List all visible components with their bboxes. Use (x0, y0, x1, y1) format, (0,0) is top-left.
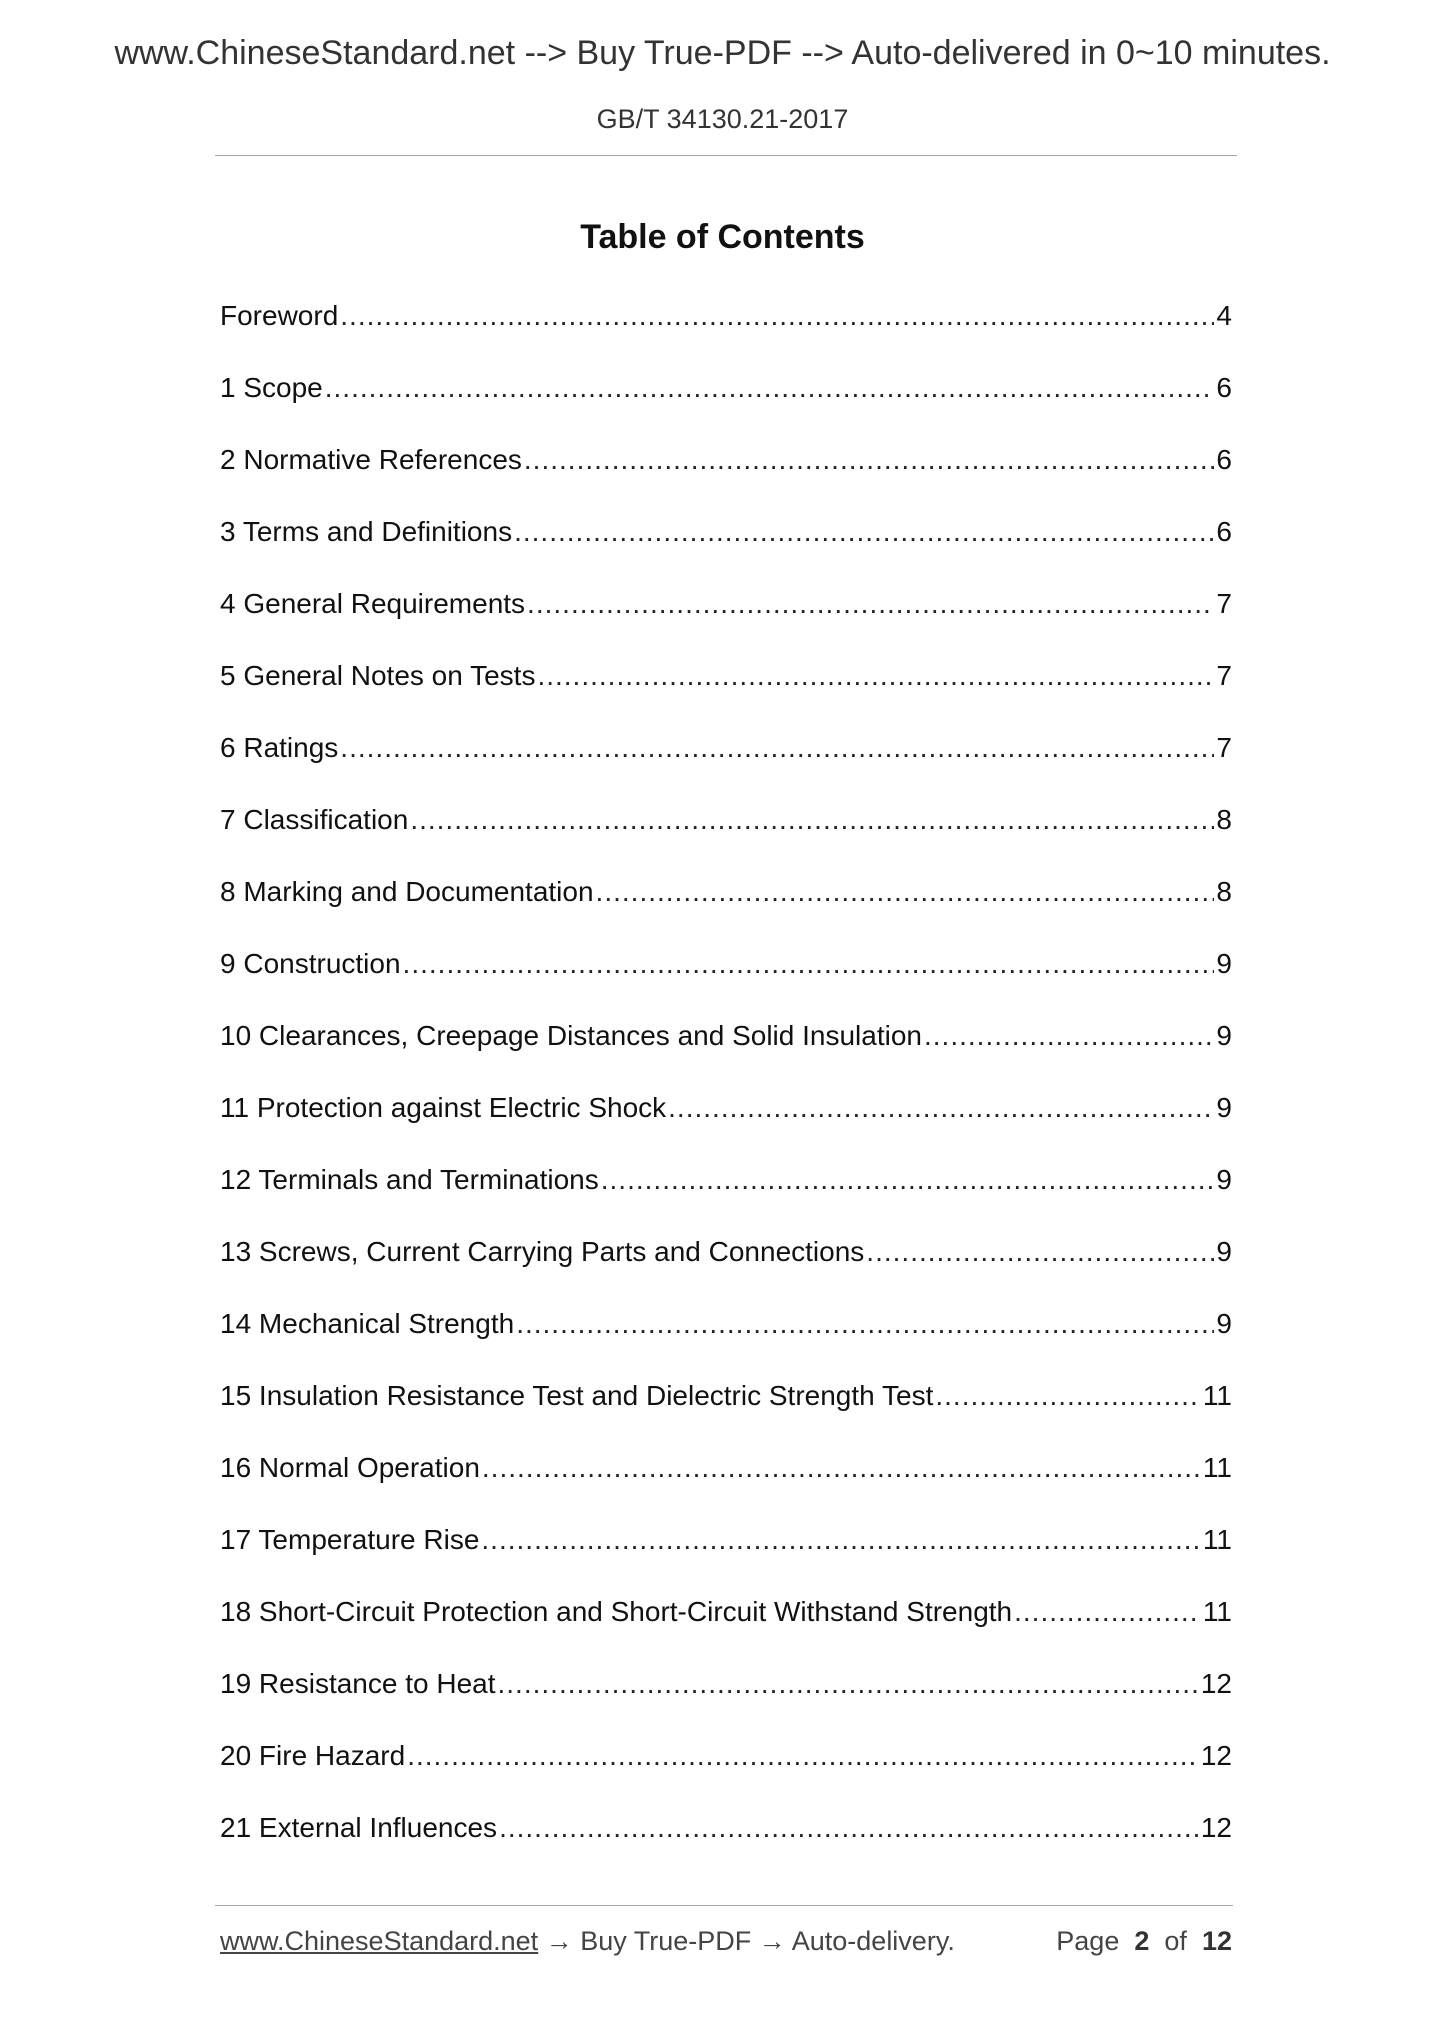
toc-entry-label: 20 Fire Hazard (220, 1740, 406, 1771)
current-page-number: 2 (1134, 1926, 1150, 1956)
toc-entry[interactable] (220, 588, 1232, 660)
toc-entry-label: 9 Construction (220, 948, 401, 979)
toc-entry-label: 3 Terms and Definitions (220, 516, 513, 547)
toc-entry-page: 9 (1216, 1164, 1232, 1195)
toc-entry[interactable] (220, 660, 1232, 732)
toc-entry-page: 9 (1216, 1236, 1232, 1267)
toc-entry-label: Foreword (220, 300, 339, 331)
toc-dot-leader (601, 1164, 1215, 1196)
toc-entry-page: 12 (1200, 1740, 1232, 1771)
toc-dot-leader (537, 660, 1214, 692)
toc-entry-page: 6 (1216, 516, 1232, 547)
toc-entry-label: 1 Scope (220, 372, 323, 403)
toc-entry[interactable] (220, 372, 1232, 444)
toc-entry-label: 16 Normal Operation (220, 1452, 480, 1483)
toc-entry[interactable] (220, 1524, 1232, 1596)
toc-entry[interactable] (220, 444, 1232, 516)
toc-entry-page: 12 (1200, 1812, 1232, 1843)
toc-dot-leader (325, 372, 1215, 404)
toc-entry-page: 4 (1216, 300, 1232, 331)
toc-dot-leader (527, 588, 1214, 620)
toc-entry-page: 11 (1202, 1524, 1232, 1555)
toc-entry-page: 9 (1216, 1092, 1232, 1123)
toc-entry[interactable] (220, 516, 1232, 588)
toc-entry[interactable] (220, 1308, 1232, 1380)
page-indicator (1056, 1926, 1232, 1957)
toc-entry-label: 6 Ratings (220, 732, 339, 763)
toc-dot-leader (498, 1668, 1199, 1700)
toc-entry-page: 11 (1202, 1452, 1232, 1483)
header-divider (215, 155, 1237, 156)
toc-dot-leader (340, 732, 1214, 764)
toc-dot-leader (482, 1452, 1201, 1484)
toc-entry-page: 8 (1216, 804, 1232, 835)
toc-entry-page: 9 (1216, 1020, 1232, 1051)
toc-entry[interactable] (220, 876, 1232, 948)
toc-entry[interactable] (220, 1812, 1232, 1884)
toc-entry[interactable] (220, 1236, 1232, 1308)
toc-entry-label: 5 General Notes on Tests (220, 660, 536, 691)
toc-entry-page: 11 (1202, 1380, 1232, 1411)
toc-entry-label: 2 Normative References (220, 444, 522, 475)
toc-entry[interactable] (220, 1164, 1232, 1236)
toc-entry[interactable] (220, 732, 1232, 804)
toc-entry[interactable] (220, 948, 1232, 1020)
footer-site-link[interactable]: www.ChineseStandard.net (220, 1926, 539, 1956)
toc-entry-label: 8 Marking and Documentation (220, 876, 594, 907)
toc-entry[interactable] (220, 1596, 1232, 1668)
page-word: Page (1056, 1926, 1120, 1956)
toc-list (220, 300, 1232, 1884)
footer-tagline: → Buy True-PDF → Auto-delivery. (538, 1926, 955, 1956)
toc-entry[interactable] (220, 1020, 1232, 1092)
of-word: of (1164, 1926, 1187, 1956)
toc-entry-label: 21 External Influences (220, 1812, 498, 1843)
toc-entry[interactable] (220, 804, 1232, 876)
toc-entry-page: 6 (1216, 372, 1232, 403)
toc-title: Table of Contents (580, 218, 865, 256)
toc-entry-label: 13 Screws, Current Carrying Parts and Connections (220, 1236, 865, 1267)
toc-entry-label: 17 Temperature Rise (220, 1524, 480, 1555)
toc-entry-page: 12 (1200, 1668, 1232, 1699)
total-pages-number: 12 (1201, 1926, 1232, 1956)
toc-entry-page: 7 (1216, 588, 1232, 619)
toc-entry[interactable] (220, 1092, 1232, 1164)
toc-entry-label: 18 Short-Circuit Protection and Short-Circuit Withstand Strength (220, 1596, 1013, 1627)
toc-entry-page: 8 (1216, 876, 1232, 907)
toc-dot-leader (935, 1380, 1201, 1412)
toc-dot-leader (1014, 1596, 1201, 1628)
toc-entry-page: 7 (1216, 660, 1232, 691)
toc-entry[interactable] (220, 1740, 1232, 1812)
toc-dot-leader (499, 1812, 1199, 1844)
toc-entry-label: 12 Terminals and Terminations (220, 1164, 599, 1195)
toc-dot-leader (596, 876, 1215, 908)
toc-entry-label: 14 Mechanical Strength (220, 1308, 515, 1339)
toc-dot-leader (668, 1092, 1214, 1124)
toc-entry-page: 7 (1216, 732, 1232, 763)
toc-dot-leader (866, 1236, 1214, 1268)
toc-entry-label: 11 Protection against Electric Shock (220, 1092, 667, 1123)
toc-dot-leader (924, 1020, 1214, 1052)
toc-entry-label: 15 Insulation Resistance Test and Dielectric Strength Test (220, 1380, 934, 1411)
toc-entry-label: 7 Classification (220, 804, 409, 835)
toc-entry[interactable] (220, 1668, 1232, 1740)
toc-dot-leader (340, 300, 1214, 332)
toc-dot-leader (516, 1308, 1214, 1340)
toc-entry[interactable] (220, 300, 1232, 372)
toc-dot-leader (524, 444, 1215, 476)
standard-code: GB/T 34130.21-2017 (596, 104, 849, 134)
toc-entry-label: 19 Resistance to Heat (220, 1668, 496, 1699)
footer-divider (215, 1905, 1233, 1906)
toc-dot-leader (514, 516, 1214, 548)
toc-entry-page: 6 (1216, 444, 1232, 475)
toc-entry[interactable] (220, 1380, 1232, 1452)
toc-entry-label: 10 Clearances, Creepage Distances and Solid Insulation (220, 1020, 922, 1051)
toc-dot-leader (407, 1740, 1199, 1772)
toc-entry-page: 9 (1216, 948, 1232, 979)
toc-dot-leader (410, 804, 1214, 836)
toc-entry-label: 4 General Requirements (220, 588, 526, 619)
toc-entry-page: 9 (1216, 1308, 1232, 1339)
top-banner: www.ChineseStandard.net --> Buy True-PDF --> Auto-delivered in 0~10 minutes. (114, 34, 1331, 72)
toc-dot-leader (403, 948, 1215, 980)
footer-left (220, 1926, 955, 1957)
toc-dot-leader (481, 1524, 1201, 1556)
toc-entry[interactable] (220, 1452, 1232, 1524)
toc-entry-page: 11 (1202, 1596, 1232, 1627)
